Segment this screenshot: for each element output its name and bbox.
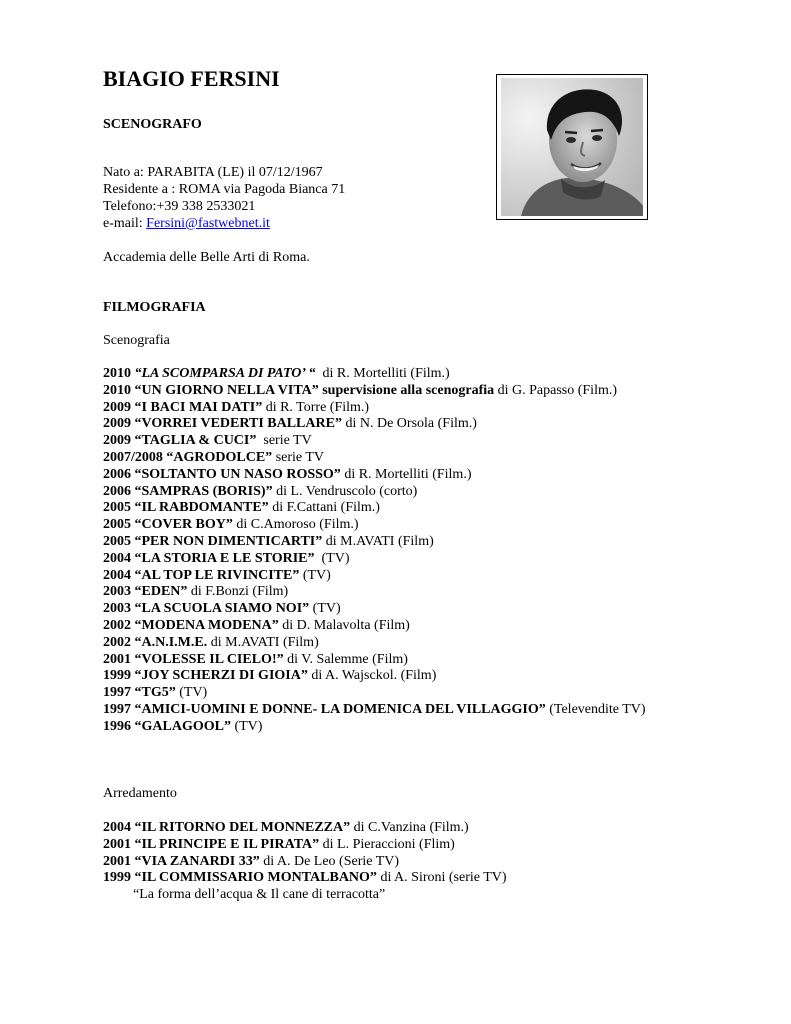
entry-year: 2009 bbox=[103, 399, 135, 415]
entry-details: di F.Cattani (Film.) bbox=[268, 500, 380, 516]
list-item bbox=[103, 517, 646, 534]
list-item bbox=[103, 870, 507, 887]
phone-info: Telefono:+39 338 2533021 bbox=[103, 199, 256, 214]
list-item bbox=[103, 500, 646, 517]
entry-details: di R. Mortelliti (Film.) bbox=[315, 366, 450, 381]
list-item bbox=[103, 601, 646, 618]
list-item bbox=[103, 719, 646, 736]
entry-title: “IL RABDOMANTE” bbox=[134, 500, 269, 516]
entry-title: “IL COMMISSARIO MONTALBANO” bbox=[134, 870, 377, 886]
entry-details: di A. Sironi (serie TV) bbox=[376, 870, 507, 886]
list-item bbox=[103, 467, 646, 484]
entry-details: di C.Amoroso (Film.) bbox=[232, 517, 359, 533]
entry-year: 2004 bbox=[103, 820, 135, 835]
entry-year: 2009 bbox=[103, 433, 135, 449]
entry-year: 1997 bbox=[103, 685, 135, 701]
list-item bbox=[103, 484, 646, 501]
scenografia-label: Scenografia bbox=[103, 333, 170, 348]
entry-details: di L. Pieraccioni (Flim) bbox=[319, 836, 455, 852]
entry-title: “VORREI VEDERTI BALLARE” bbox=[134, 416, 342, 432]
entry-details: (TV) bbox=[299, 567, 331, 583]
entry-details: di A. Wajsckol. (Film) bbox=[307, 668, 437, 684]
list-item bbox=[103, 668, 646, 685]
entry-title: “IL PRINCIPE E IL PIRATA” bbox=[134, 836, 320, 852]
entry-title: “AGRODOLCE” bbox=[166, 449, 273, 465]
list-item bbox=[103, 635, 646, 652]
filmografia-heading: FILMOGRAFIA bbox=[103, 300, 206, 315]
list-item bbox=[103, 551, 646, 568]
job-title: SCENOGRAFO bbox=[103, 117, 202, 132]
entry-title: “COVER BOY” bbox=[134, 517, 233, 533]
entry-year: 2005 bbox=[103, 533, 135, 549]
entry-year: 2007/2008 bbox=[103, 449, 167, 465]
entry-title: “GALAGOOL” bbox=[134, 718, 231, 734]
entry-details: di M.AVATI (Film) bbox=[322, 533, 434, 549]
entry-year: 1999 bbox=[103, 668, 135, 684]
list-item bbox=[103, 685, 646, 702]
entry-details: (TV) bbox=[309, 601, 341, 617]
entry-details: di F.Bonzi (Film) bbox=[187, 584, 289, 600]
entry-details: serie TV bbox=[256, 433, 312, 449]
entry-title: “A.N.I.M.E. bbox=[134, 634, 208, 650]
entry-title: “MODENA MODENA” bbox=[134, 617, 279, 633]
entry-title: “I BACI MAI DATI” bbox=[134, 399, 263, 415]
entry-year: 2009 bbox=[103, 416, 135, 432]
entry-title: “LA SCUOLA SIAMO NOI” bbox=[134, 601, 310, 617]
entry-title: “LA STORIA E LE STORIE” bbox=[134, 550, 315, 566]
list-item bbox=[103, 854, 507, 871]
entry-title: “AL TOP LE RIVINCITE” bbox=[134, 567, 300, 583]
entry-year: 2006 bbox=[103, 466, 135, 482]
entry-details: serie TV bbox=[272, 449, 325, 465]
list-item bbox=[103, 702, 646, 719]
education: Accademia delle Belle Arti di Roma. bbox=[103, 250, 310, 265]
entry-year: 2002 bbox=[103, 634, 135, 650]
entry-year: 1997 bbox=[103, 701, 135, 717]
entry-year: 2005 bbox=[103, 500, 135, 516]
list-item bbox=[103, 383, 646, 400]
entry-title: “AMICI-UOMINI E DONNE- LA DOMENICA DEL VILLAGGIO” bbox=[134, 701, 546, 717]
entry-year: 2010 bbox=[103, 382, 135, 398]
birth-info: Nato a: PARABITA (LE) il 07/12/1967 bbox=[103, 165, 323, 180]
entry-title: “TG5” bbox=[134, 685, 176, 701]
entry-details: di R. Torre (Film.) bbox=[262, 399, 370, 415]
entry-year: 2005 bbox=[103, 517, 135, 533]
entry-title: “IL RITORNO DEL MONNEZZA” bbox=[134, 820, 351, 835]
entry-year: 2003 bbox=[103, 584, 135, 600]
entry-details: di D. Malavolta (Film) bbox=[278, 617, 410, 633]
list-item bbox=[103, 416, 646, 433]
list-item bbox=[103, 366, 646, 383]
entry-title: “LA SCOMPARSA DI PATO’ “ bbox=[134, 366, 316, 381]
entry-details: di N. De Orsola (Film.) bbox=[341, 416, 477, 432]
entry-title: “UN GIORNO NELLA VITA” supervisione alla scenografia bbox=[134, 382, 495, 398]
list-item bbox=[103, 820, 507, 837]
arredamento-label: Arredamento bbox=[103, 786, 177, 801]
list-item bbox=[103, 433, 646, 450]
email-info bbox=[103, 215, 345, 232]
residence-info: Residente a : ROMA via Pagoda Bianca 71 bbox=[103, 182, 346, 197]
entry-details: (TV) bbox=[314, 550, 350, 566]
entry-title: “JOY SCHERZI DI GIOIA” bbox=[134, 668, 308, 684]
entry-title: “TAGLIA & CUCI” bbox=[134, 433, 257, 449]
contact-info bbox=[103, 164, 345, 232]
list-item bbox=[103, 837, 507, 854]
entry-title: “SAMPRAS (BORIS)” bbox=[134, 483, 273, 499]
list-item bbox=[103, 450, 646, 467]
entry-title: “EDEN” bbox=[134, 584, 188, 600]
entry-title: “VIA ZANARDI 33” bbox=[134, 853, 260, 869]
list-item bbox=[103, 618, 646, 635]
arredamento-list bbox=[103, 820, 507, 887]
entry-details: di G. Papasso (Film.) bbox=[494, 382, 618, 398]
entry-year: 2004 bbox=[103, 567, 135, 583]
entry-details: (Televendite TV) bbox=[545, 701, 646, 717]
list-item bbox=[103, 400, 646, 417]
entry-title: “SOLTANTO UN NASO ROSSO” bbox=[134, 466, 341, 482]
entry-year: 2004 bbox=[103, 550, 135, 566]
person-name: BIAGIO FERSINI bbox=[103, 66, 280, 91]
entry-year: 2002 bbox=[103, 617, 135, 633]
list-item bbox=[103, 652, 646, 669]
entry-year: 2010 bbox=[103, 366, 135, 381]
entry-title: “PER NON DIMENTICARTI” bbox=[134, 533, 323, 549]
email-link[interactable]: Fersini@fastwebnet.it bbox=[146, 216, 270, 231]
entry-details: di L. Vendruscolo (corto) bbox=[272, 483, 418, 499]
list-item bbox=[103, 568, 646, 585]
entry-year: 1999 bbox=[103, 870, 135, 886]
entry-year: 2001 bbox=[103, 651, 135, 667]
entry-year: 1996 bbox=[103, 718, 135, 734]
entry-details: di M.AVATI (Film) bbox=[207, 634, 319, 650]
entry-year: 2006 bbox=[103, 483, 135, 499]
entry-title: “VOLESSE IL CIELO!” bbox=[134, 651, 284, 667]
entry-year: 2001 bbox=[103, 836, 135, 852]
entry-year: 2001 bbox=[103, 853, 135, 869]
email-label: e-mail: bbox=[103, 216, 147, 231]
portrait-photo bbox=[501, 78, 643, 216]
scenografia-list bbox=[103, 366, 646, 736]
entry-details: di C.Vanzina (Film.) bbox=[350, 820, 469, 835]
list-item bbox=[103, 584, 646, 601]
list-item bbox=[103, 534, 646, 551]
entry-details: (TV) bbox=[175, 685, 208, 701]
entry-details: di A. De Leo (Serie TV) bbox=[259, 853, 400, 869]
arredamento-note: “La forma dell’acqua & Il cane di terracotta” bbox=[133, 887, 386, 902]
entry-details: (TV) bbox=[230, 718, 263, 734]
entry-year: 2003 bbox=[103, 601, 135, 617]
entry-details: di V. Salemme (Film) bbox=[283, 651, 408, 667]
portrait-photo-frame bbox=[496, 74, 648, 220]
entry-details: di R. Mortelliti (Film.) bbox=[340, 466, 472, 482]
